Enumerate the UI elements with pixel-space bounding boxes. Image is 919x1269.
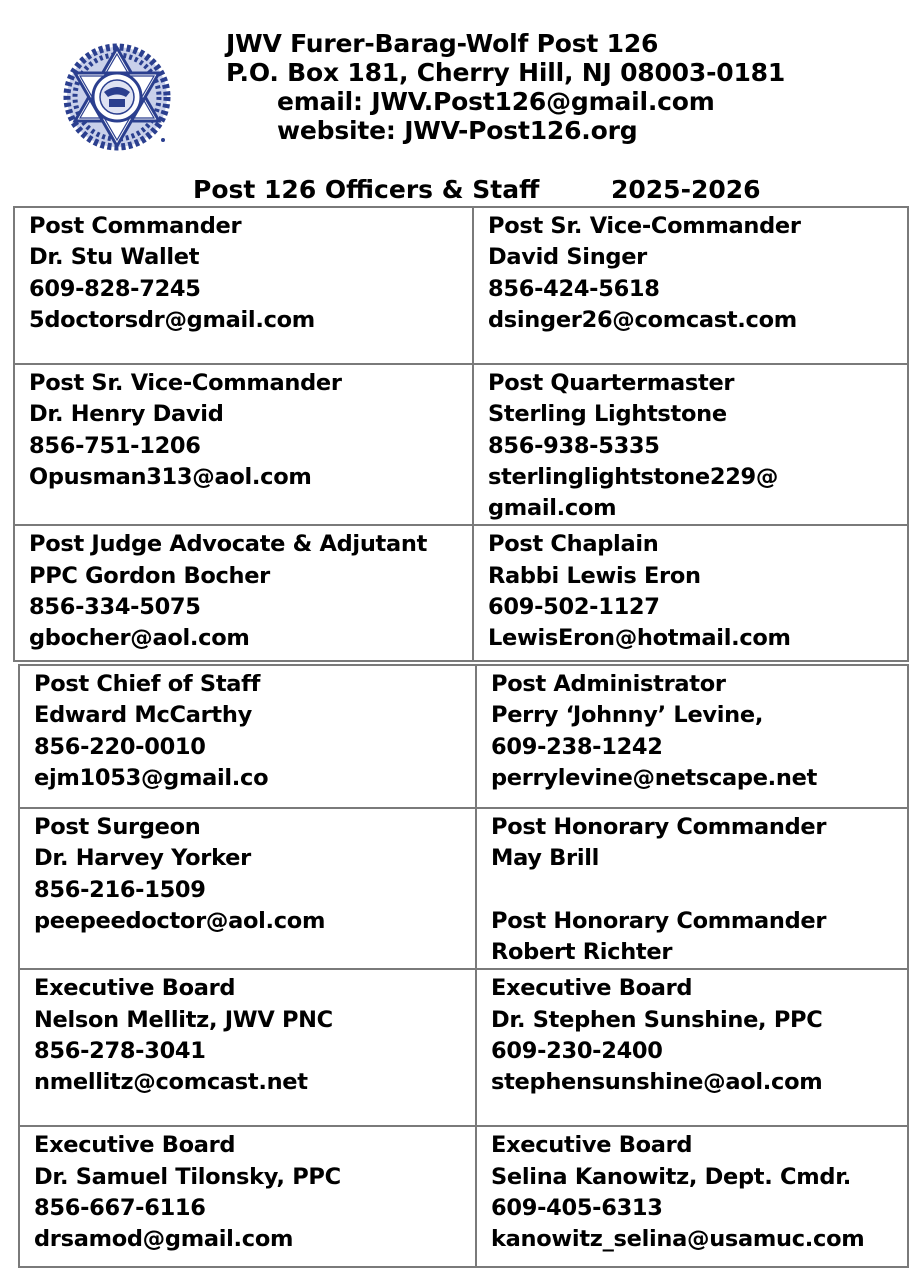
officer-cell — [476, 808, 908, 969]
officer-title: Executive Board — [491, 1132, 693, 1159]
officers-table-top — [13, 206, 909, 662]
org-address: P.O. Box 181, Cherry Hill, NJ 08003-0181 — [226, 58, 786, 87]
org-email[interactable]: email: JWV.Post126@gmail.com — [277, 87, 715, 116]
officer-cell — [476, 969, 908, 1126]
officer-title: Executive Board — [34, 975, 236, 1002]
officer-name: Edward McCarthy — [34, 702, 252, 729]
officer-phone: 609-230-2400 — [491, 1038, 663, 1065]
officer-name: Dr. Stephen Sunshine, PPC — [491, 1006, 823, 1033]
officer-phone: 856-938-5335 — [488, 432, 660, 459]
table-row — [14, 364, 908, 525]
officer-email[interactable]: Opusman313@aol.com — [29, 463, 312, 490]
officer-title: Post Sr. Vice-Commander — [29, 370, 342, 396]
officer-name: Robert Richter — [491, 939, 673, 966]
officer-title: Post Administrator — [491, 671, 726, 697]
table-row — [19, 665, 908, 808]
officer-phone: 609-238-1242 — [491, 733, 663, 760]
officer-email[interactable]: kanowitz_selina@usamuc.com — [491, 1226, 865, 1253]
officers-table-bottom — [18, 664, 909, 1268]
blank-line — [491, 875, 907, 906]
officer-name: Dr. Samuel Tilonsky, PPC — [34, 1163, 341, 1190]
officer-name: Dr. Harvey Yorker — [34, 845, 251, 872]
officer-title: Post Chaplain — [488, 531, 659, 558]
officer-title: Post Honorary Commander — [491, 907, 827, 934]
officer-name: Selina Kanowitz, Dept. Cmdr. — [491, 1163, 852, 1190]
officer-cell — [14, 525, 473, 661]
officer-cell — [14, 207, 473, 364]
officer-email[interactable]: LewisEron@hotmail.com — [488, 625, 791, 652]
officer-title: Executive Board — [34, 1132, 236, 1159]
officer-title: Post Sr. Vice-Commander — [488, 213, 801, 239]
table-row — [14, 207, 908, 364]
officer-cell — [473, 525, 908, 661]
table-row — [19, 1126, 908, 1267]
officer-name: May Brill — [491, 845, 600, 872]
table-row — [14, 525, 908, 661]
officer-name: Sterling Lightstone — [488, 401, 727, 428]
officer-cell — [476, 1126, 908, 1267]
officer-phone: 856-751-1206 — [29, 432, 201, 459]
officer-phone: 856-424-5618 — [488, 275, 660, 302]
table-row — [19, 808, 908, 969]
officer-cell — [473, 207, 908, 364]
jwv-seal-logo-icon — [62, 42, 172, 152]
officer-phone: 609-405-6313 — [491, 1195, 663, 1222]
officer-name: Rabbi Lewis Eron — [488, 562, 701, 589]
officer-email[interactable]: gbocher@aol.com — [29, 625, 250, 652]
officer-name: Dr. Stu Wallet — [29, 244, 200, 271]
officer-phone: 856-667-6116 — [34, 1195, 206, 1222]
table-row — [19, 969, 908, 1126]
officer-title: Executive Board — [491, 975, 693, 1002]
officer-phone: 609-502-1127 — [488, 594, 660, 621]
page-title: Post 126 Officers & Staff — [193, 175, 540, 204]
officer-cell — [473, 364, 908, 525]
officer-cell — [19, 1126, 476, 1267]
officer-email[interactable]: stephensunshine@aol.com — [491, 1069, 823, 1096]
officer-title: Post Judge Advocate & Adjutant — [29, 531, 428, 558]
officer-email-continued[interactable]: gmail.com — [488, 495, 617, 522]
officer-cell — [14, 364, 473, 525]
officer-name: PPC Gordon Bocher — [29, 562, 270, 589]
officer-cell — [19, 665, 476, 808]
officer-email[interactable]: perrylevine@netscape.net — [491, 764, 818, 791]
officer-cell — [19, 969, 476, 1126]
officer-phone: 856-216-1509 — [34, 876, 206, 903]
officer-name: David Singer — [488, 244, 647, 271]
officer-phone: 609-828-7245 — [29, 275, 201, 302]
officer-title: Post Chief of Staff — [34, 671, 261, 697]
officer-name: Nelson Mellitz, JWV PNC — [34, 1006, 333, 1033]
officer-name: Dr. Henry David — [29, 401, 224, 428]
officer-email[interactable]: dsinger26@comcast.com — [488, 306, 797, 333]
page-title-years: 2025-2026 — [611, 175, 761, 204]
officer-phone: 856-220-0010 — [34, 733, 206, 760]
org-website[interactable]: website: JWV-Post126.org — [277, 116, 638, 145]
officer-cell — [476, 665, 908, 808]
officer-email[interactable]: 5doctorsdr@gmail.com — [29, 306, 315, 333]
officer-title: Post Honorary Commander — [491, 814, 827, 840]
officer-cell — [19, 808, 476, 969]
officer-phone: 856-278-3041 — [34, 1038, 206, 1065]
officer-title: Post Quartermaster — [488, 370, 735, 396]
org-name: JWV Furer-Barag-Wolf Post 126 — [226, 29, 659, 58]
officer-title: Post Commander — [29, 213, 242, 239]
officer-email[interactable]: sterlinglightstone229@ — [488, 463, 779, 490]
officer-email[interactable]: ejm1053@gmail.co — [34, 764, 269, 791]
officer-title: Post Surgeon — [34, 814, 201, 840]
officer-name: Perry ‘Johnny’ Levine, — [491, 702, 764, 729]
officer-phone: 856-334-5075 — [29, 594, 201, 621]
officer-email[interactable]: peepeedoctor@aol.com — [34, 907, 326, 934]
officer-email[interactable]: drsamod@gmail.com — [34, 1226, 294, 1253]
officer-email[interactable]: nmellitz@comcast.net — [34, 1069, 308, 1096]
